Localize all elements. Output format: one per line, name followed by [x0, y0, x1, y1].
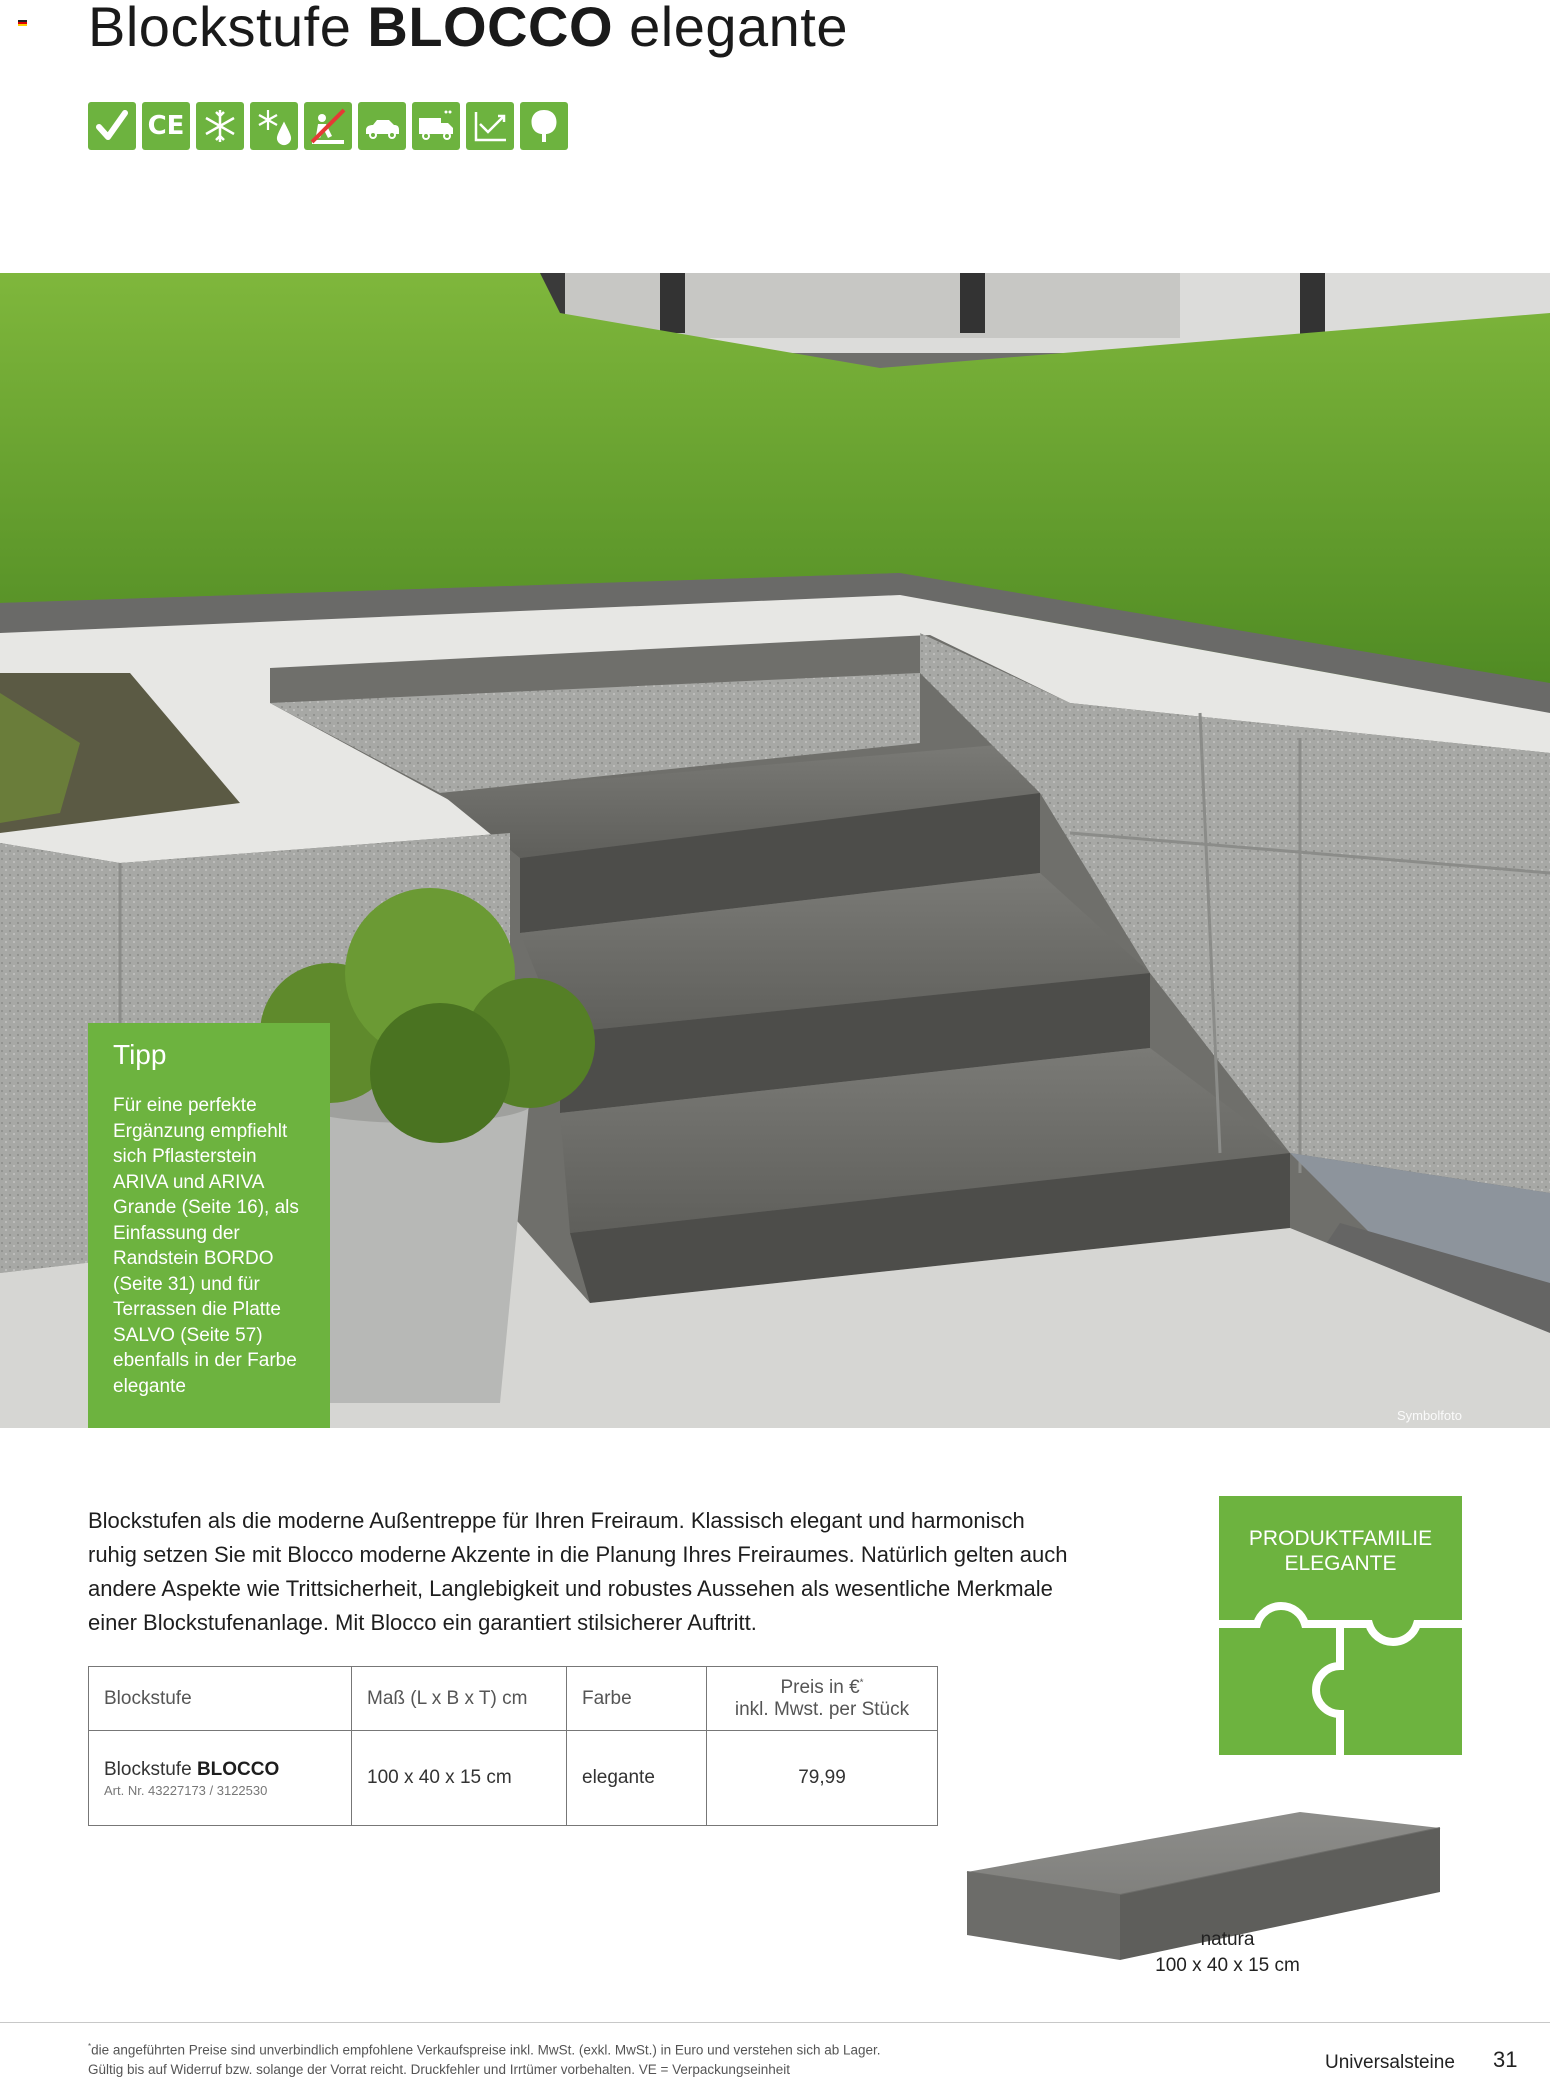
tip-box [88, 1023, 330, 1428]
photo-caption: Symbolfoto [1396, 1408, 1462, 1423]
tree-icon [520, 102, 568, 150]
product-caption [1140, 1927, 1315, 1979]
frost-resistant-icon [196, 102, 244, 150]
product-color-name: natura [1200, 1929, 1255, 1950]
footer-divider [0, 2022, 1550, 2023]
no-climbing-icon [304, 102, 352, 150]
header-color: Farbe [567, 1667, 707, 1731]
table-header-row [89, 1667, 938, 1731]
de-icing-salt-resistant-icon [250, 102, 298, 150]
header-product: Blockstufe [89, 1667, 352, 1731]
intro-text: Blockstufen als die moderne Außentreppe für Ihren Freiraum. Klassisch elegant und harmonisch ruhig setzen Sie mit Blocco moderne Akzente in die Planung Ihres Freiraumes. Natürlich gelten auch andere Aspekte wie Trittsicherheit, Langlebigkeit und robustes Aussehen als wesentliche Merkmale einer Blockstufenanlage. Mit Blocco ein garantiert stilsicherer Auftritt. [88, 1508, 1068, 1635]
cell-color: elegante [567, 1731, 707, 1826]
article-number: Art. Nr. 43227173 / 3122530 [104, 1782, 268, 1798]
language-flag-icon [18, 20, 27, 26]
section-name: Universalsteine [1325, 2052, 1455, 2073]
frost-heave-icon [466, 102, 514, 150]
puzzle-icon [1219, 1596, 1462, 1755]
check-icon [88, 102, 136, 150]
header-price: Preis in €* inkl. Mwst. per Stück [707, 1667, 938, 1731]
cell-price: 79,99 [707, 1731, 938, 1826]
truck-traffic-icon [412, 102, 460, 150]
footer-note: *die angeführten Preise sind unverbindlich empfohlene Verkaufspreise inkl. MwSt. (exkl. MwSt.) in Euro und verstehen sich ab Lager. Gültig bis auf Widerruf bzw. solange der Vorrat reicht. Druckfehler und Irrtümer vorbehalten. VE = Verpackungseinheit [88, 2042, 881, 2077]
product-dimensions: 100 x 40 x 15 cm [1155, 1955, 1300, 1976]
feature-icons [88, 102, 568, 150]
header-size: Maß (L x B x T) cm [352, 1667, 567, 1731]
tip-body: Für eine perfekte Ergänzung empfiehlt sich Pflasterstein ARIVA und ARIVA Grande (Seite 16), als Einfassung der Randstein BORDO (Seite 31) und für Terrassen die Platte SALVO (Seite 57) ebenfalls in der Farbe elegante [113, 1095, 299, 1397]
ce-mark-icon: CE [142, 102, 190, 150]
page-number: 31 [1493, 2047, 1518, 2072]
product-family-label: PRODUKTFAMILIE ELEGANTE [1248, 1527, 1433, 1575]
price-table [88, 1666, 938, 1826]
tip-heading: Tipp [113, 1039, 167, 1070]
product-family-badge [1219, 1496, 1462, 1755]
cell-product: Blockstufe BLOCCO Art. Nr. 43227173 / 3122530 [89, 1731, 352, 1826]
page-title: Blockstufe BLOCCO elegante [88, 0, 848, 58]
car-traffic-icon [358, 102, 406, 150]
table-row [89, 1731, 938, 1826]
cell-size: 100 x 40 x 15 cm [352, 1731, 567, 1826]
